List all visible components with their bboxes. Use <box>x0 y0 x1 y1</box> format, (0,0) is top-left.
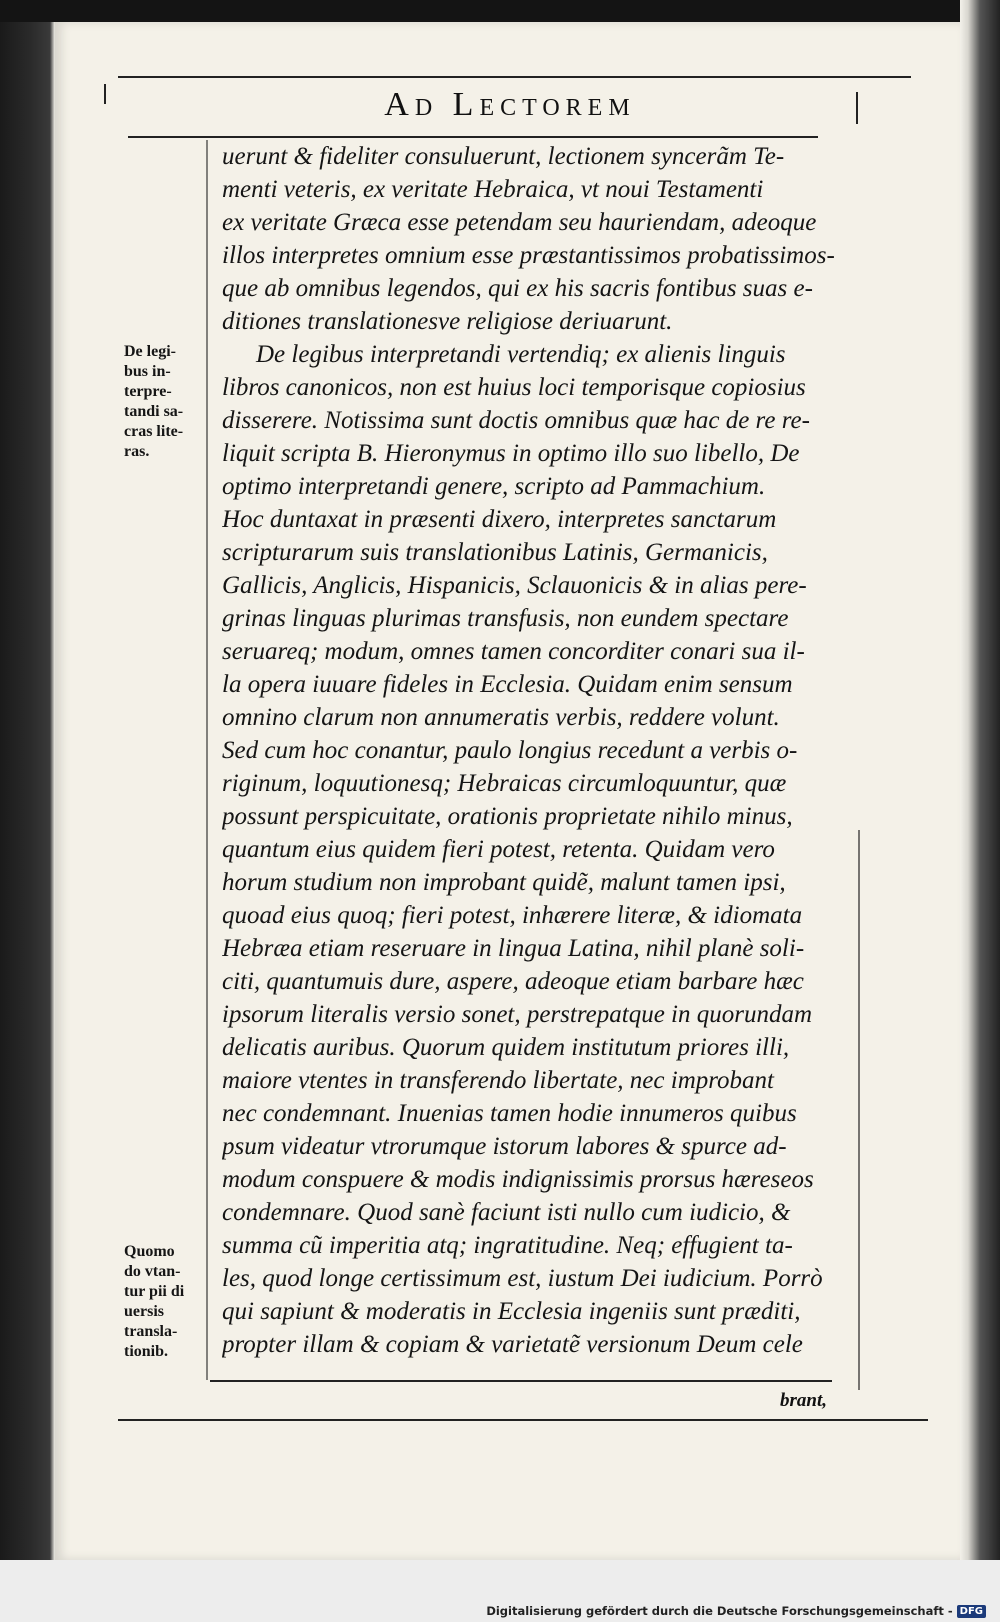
body-line: menti veteris, ex veritate Hebraica, vt noui Testamenti <box>222 176 764 203</box>
head-rule <box>128 136 818 138</box>
body-line: quantum eius quidem fieri potest, retenta. Quidam vero <box>222 836 775 863</box>
outer-bottom-rule <box>118 1419 928 1421</box>
body-line: disserere. Notissima sunt doctis omnibus quæ hac de re re- <box>222 407 810 434</box>
body-line: omnino clarum non annumeratis verbis, reddere volunt. <box>222 704 780 731</box>
margin-note-line: tur pii di <box>124 1283 185 1300</box>
body-line: ditiones translationesve religiose deriuarunt. <box>222 308 673 335</box>
margin-note-line: uersis <box>124 1303 164 1320</box>
body-line: maiore vtentes in transferendo libertate, nec improbant <box>222 1067 774 1094</box>
right-column-rule <box>858 830 860 1390</box>
body-line: Hoc duntaxat in præsenti dixero, interpretes sanctarum <box>222 506 777 533</box>
body-line: uerunt & fideliter consuluerunt, lectionem syncerãm Te- <box>222 143 785 170</box>
body-line: optimo interpretandi genere, scripto ad Pammachium. <box>222 473 766 500</box>
top-rule <box>118 76 911 78</box>
running-head: Ad Lectorem <box>384 86 636 123</box>
book-right-edge <box>960 0 1000 1560</box>
body-line: condemnare. Quod sanè faciunt isti nullo cum iudicio, & <box>222 1199 791 1226</box>
body-line: qui sapiunt & moderatis in Ecclesia ingeniis sunt præditi, <box>222 1298 801 1325</box>
margin-note-line: transla- <box>124 1323 178 1340</box>
body-line: liquit scripta B. Hieronymus in optimo illo suo libello, De <box>222 440 800 467</box>
margin-note-line: Quomo <box>124 1243 175 1260</box>
body-line: possunt perspicuitate, orationis proprietate nihilo minus, <box>222 803 793 830</box>
body-line: seruareq; modum, omnes tamen concorditer conari sua il- <box>222 638 805 665</box>
body-line: modum conspuere & modis indignissimis prorsus hæreseos <box>222 1166 814 1193</box>
body-text <box>222 140 844 1361</box>
body-line: summa cũ imperitia atq; ingratitudine. Neq; effugient ta- <box>222 1232 793 1259</box>
body-line: Sed cum hoc conantur, paulo longius recedunt a verbis o- <box>222 737 798 764</box>
margin-note-quomodo <box>124 1242 206 1362</box>
body-line: libros canonicos, non est huius loci temporisque copiosius <box>222 374 806 401</box>
body-line: propter illam & copiam & varietatẽ versionum Deum cele <box>222 1331 803 1358</box>
body-line: ipsorum literalis versio sonet, perstrepatque in quorundam <box>222 1001 813 1028</box>
body-line: nec condemnant. Inuenias tamen hodie innumeros quibus <box>222 1100 797 1127</box>
margin-note-line: do vtan- <box>124 1263 181 1280</box>
margin-note-line: cras lite- <box>124 423 184 440</box>
body-line: ex veritate Græca esse petendam seu hauriendam, adeoque <box>222 209 817 236</box>
body-line: illos interpretes omnium esse præstantissimos probatissimos- <box>222 242 835 269</box>
margin-rule <box>206 140 208 1380</box>
right-head-rule <box>856 92 858 124</box>
body-line: horum studium non improbant quidẽ, malunt tamen ipsi, <box>222 869 786 896</box>
scan-top-edge <box>0 0 1000 22</box>
body-line: la opera iuuare fideles in Ecclesia. Quidam enim sensum <box>222 671 793 698</box>
body-line: riginum, loquutionesq; Hebraicas circumloquuntur, quæ <box>222 770 787 797</box>
digitization-credit-text: Digitalisierung gefördert durch die Deutsche Forschungsgemeinschaft - <box>486 1604 953 1618</box>
body-line: scripturarum suis translationibus Latinis, Germanicis, <box>222 539 768 566</box>
body-line: De legibus interpretandi vertendiq; ex alienis linguis <box>256 341 786 368</box>
margin-note-line: bus in- <box>124 363 171 380</box>
bottom-rule <box>210 1380 832 1382</box>
digitization-footer-bar <box>0 1560 1000 1622</box>
body-line: psum videatur vtrorumque istorum labores & spurce ad- <box>222 1133 787 1160</box>
margin-note-de-legibus <box>124 342 206 462</box>
body-line: Hebræa etiam reseruare in lingua Latina, nihil planè soli- <box>222 935 805 962</box>
body-line: citi, quantumuis dure, aspere, adeoque etiam barbare hæc <box>222 968 804 995</box>
body-line: que ab omnibus legendos, qui ex his sacris fontibus suas e- <box>222 275 813 302</box>
body-line: grinas linguas plurimas transfusis, non eundem spectare <box>222 605 789 632</box>
catchword: brant, <box>780 1390 827 1411</box>
margin-note-line: tandi sa- <box>124 403 184 420</box>
margin-note-line: De legi- <box>124 343 176 360</box>
margin-note-line: ras. <box>124 443 150 460</box>
body-line: les, quod longe certissimum est, iustum Dei iudicium. Porrò <box>222 1265 823 1292</box>
margin-note-line: terpre- <box>124 383 172 400</box>
body-line: Gallicis, Anglicis, Hispanicis, Sclauonicis & in alias pere- <box>222 572 807 599</box>
margin-note-line: tionib. <box>124 1343 169 1360</box>
body-line: delicatis auribus. Quorum quidem institutum priores illi, <box>222 1034 790 1061</box>
left-head-rule <box>104 84 106 104</box>
digitization-credit <box>486 1604 986 1618</box>
dfg-logo: DFG <box>957 1605 986 1618</box>
body-line: quoad eius quoq; fieri potest, inhærere literæ, & idiomata <box>222 902 803 929</box>
